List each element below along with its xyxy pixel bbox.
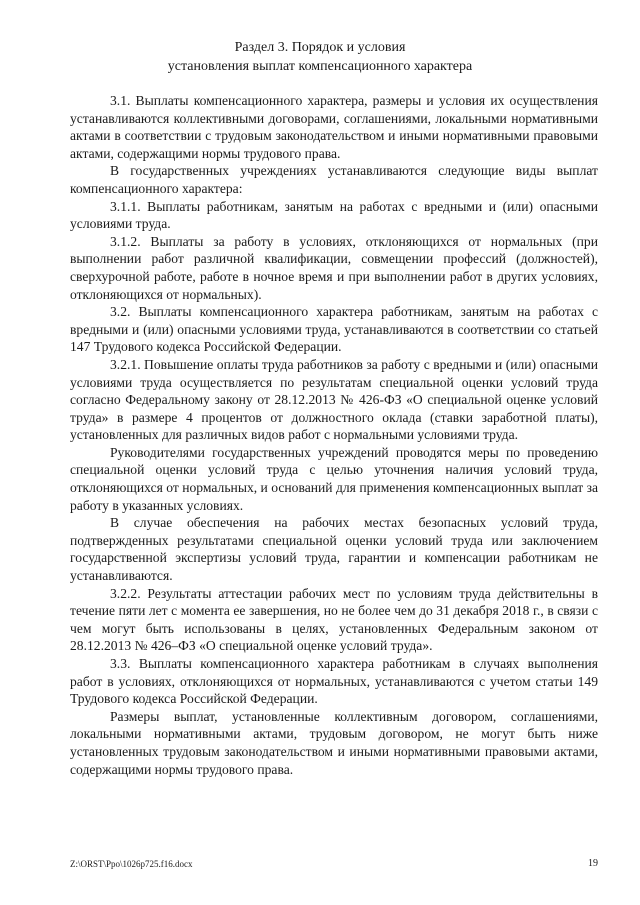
section-title-line-2: установления выплат компенсационного характера bbox=[167, 59, 473, 74]
footer-file-path: Z:\ORST\Ppo\1026p725.f16.docx bbox=[70, 859, 193, 869]
paragraph-3-3: 3.3. Выплаты компенсационного характера работникам в случаях выполнения работ в условиях, отклоняющихся от нормальных, устанавливаются с учетом статьи 149 Трудового кодекса Российской Федерации. bbox=[70, 656, 598, 707]
document-body bbox=[70, 92, 598, 778]
paragraph-3-1-1: 3.1.1. Выплаты работникам, занятым на работах с вредными и (или) опасными условиями труда. bbox=[70, 198, 598, 232]
paragraph-3-1: 3.1. Выплаты компенсационного характера, размеры и условия их осуществления устанавливаются коллективными договорами, соглашениями, локальными нормативными актами в соответствии с трудовым законодательством и иными нормативными правовыми актами, содержащими нормы трудового права. bbox=[70, 93, 598, 161]
paragraph-compensation-types: В государственных учреждениях устанавливаются следующие виды выплат компенсационного характера: bbox=[70, 163, 598, 196]
paragraph-3-2-2: 3.2.2. Результаты аттестации рабочих мест по условиям труда действительны в течение пяти лет с момента ее завершения, но не более чем до 31 декабря 2018 г., в связи с чем могут быть использованы в целях, установленных Федеральным законом от 28.12.2013 № 426–ФЗ «О специальной оценке условий труда». bbox=[70, 585, 598, 654]
paragraph-3-2-1: 3.2.1. Повышение оплаты труда работников за работу с вредными и (или) опасными условиями труда осуществляется по результатам специальной оценки условий труда согласно Федеральному закону от 28.12.2013 № 426-ФЗ «О специальной оценке условий труда» в размере 4 процентов от должностного оклада (ставки заработной платы), установленных для различных видов работ с нормальными условиями труда. bbox=[70, 356, 598, 443]
paragraph-payment-sizes: Размеры выплат, установленные коллективным договором, соглашениями, локальными нормативными актами, трудовым договором, не могут быть ниже установленных трудовым законодательством и иными нормативными правовыми актами, содержащими нормы трудового права. bbox=[70, 708, 598, 777]
section-heading bbox=[0, 38, 640, 76]
paragraph-special-assessment: Руководителями государственных учреждений проводятся меры по проведению специальной оценки условий труда с целью уточнения наличия условий труда, отклоняющихся от нормальных, и оснований для применения компенсационных выплат за работу в указанных условиях. bbox=[70, 444, 598, 513]
paragraph-3-2: 3.2. Выплаты компенсационного характера работникам, занятым на работах с вредными и (или) опасными условиями труда, устанавливаются в соответствии со статьей 147 Трудового кодекса Российской Федерации. bbox=[70, 304, 598, 355]
section-title-line-1: Раздел 3. Порядок и условия bbox=[234, 40, 406, 55]
paragraph-3-1-2: 3.1.2. Выплаты за работу в условиях, отклоняющихся от нормальных (при выполнении работ различной квалификации, совмещении профессий (должностей), сверхурочной работе, работе в ночное время и при выполнении работ в других условиях, отклоняющихся от нормальных). bbox=[70, 233, 598, 302]
page-number: 19 bbox=[588, 858, 598, 869]
paragraph-safe-conditions: В случае обеспечения на рабочих местах безопасных условий труда, подтвержденных результатами специальной оценки условий труда или заключением государственной экспертизы условий труда, гарантии и компенсации работникам не устанавливаются. bbox=[70, 515, 598, 584]
